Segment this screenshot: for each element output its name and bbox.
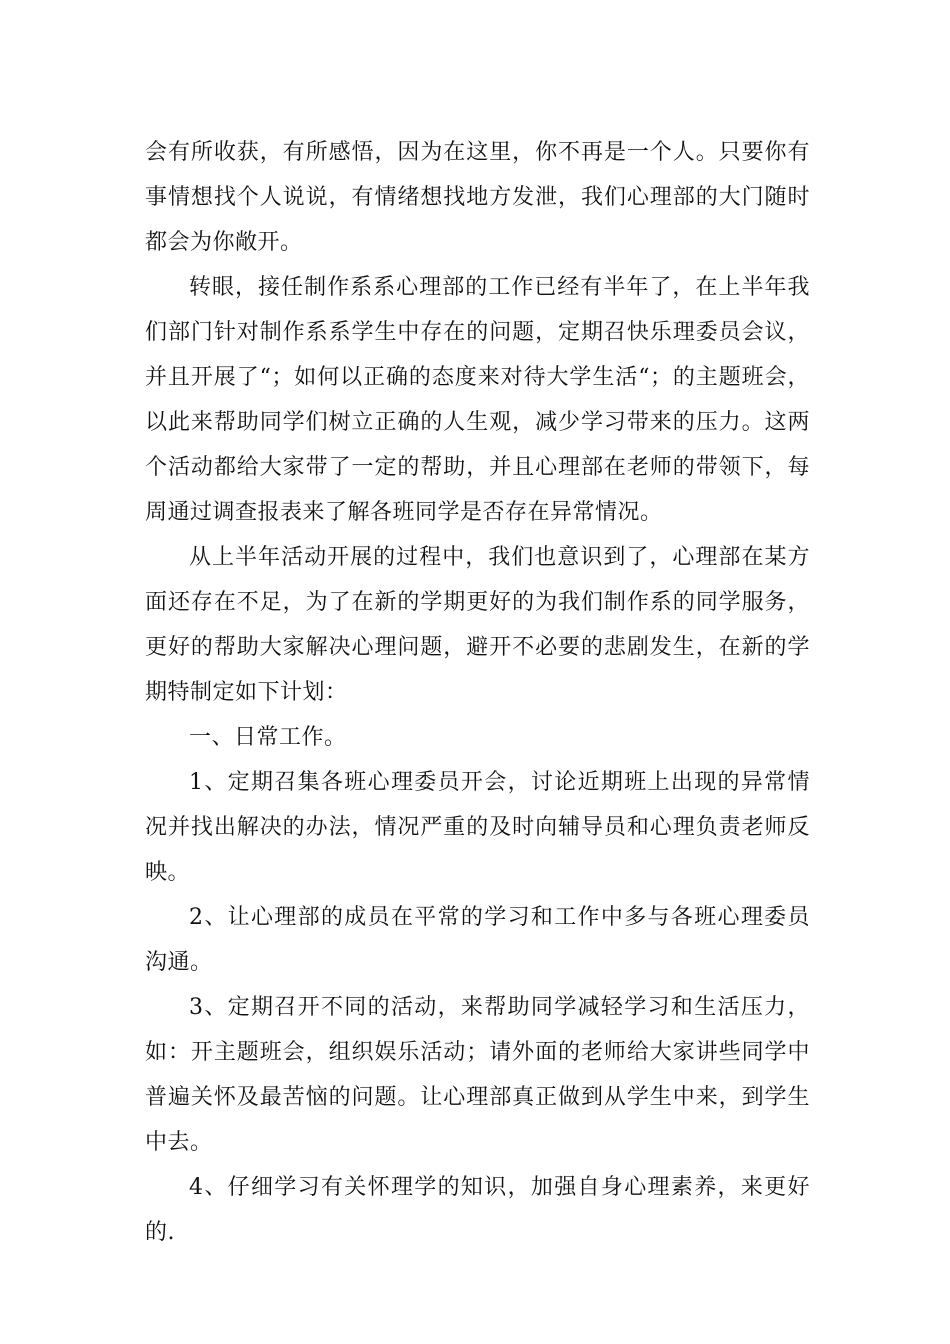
list-item-3: 3、定期召开不同的活动，来帮助同学减轻学习和生活压力，如：开主题班会，组织娱乐活动；请外面的老师给大家讲些同学中普遍关怀及最苦恼的问题。让心理部真正做到从学生中来，到学生中去。 [145, 995, 810, 1155]
list-item-4: 4、仔细学习有关怀理学的知识，加强自身心理素养，来更好的. [145, 1175, 810, 1245]
document-body [145, 130, 810, 1255]
list-item-1: 1、定期召集各班心理委员开会，讨论近期班上出现的异常情况并找出解决的办法，情况严重的及时向辅导员和心理负责老师反映。 [145, 770, 810, 885]
paragraph-3: 从上半年活动开展的过程中，我们也意识到了，心理部在某方面还存在不足，为了在新的学期更好的为我们制作系的同学服务，更好的帮助大家解决心理问题，避开不必要的悲剧发生，在新的学期特制定如下计划： [145, 545, 810, 705]
paragraph-2: 转眼，接任制作系系心理部的工作已经有半年了，在上半年我们部门针对制作系系学生中存在的问题，定期召快乐理委员会议，并且开展了“；如何以正确的态度来对待大学生活“；的主题班会，以此来帮助同学们树立正确的人生观，减少学习带来的压力。这两个活动都给大家带了一定的帮助，并且心理部在老师的带领下，每周通过调查报表来了解各班同学是否存在异常情况。 [145, 275, 810, 525]
paragraph-1: 会有所收获，有所感悟，因为在这里，你不再是一个人。只要你有事情想找个人说说，有情绪想找地方发泄，我们心理部的大门随时都会为你敞开。 [145, 140, 810, 255]
section-heading-daily-work: 一、日常工作。 [189, 725, 347, 750]
list-item-2: 2、让心理部的成员在平常的学习和工作中多与各班心理委员沟通。 [145, 905, 810, 975]
